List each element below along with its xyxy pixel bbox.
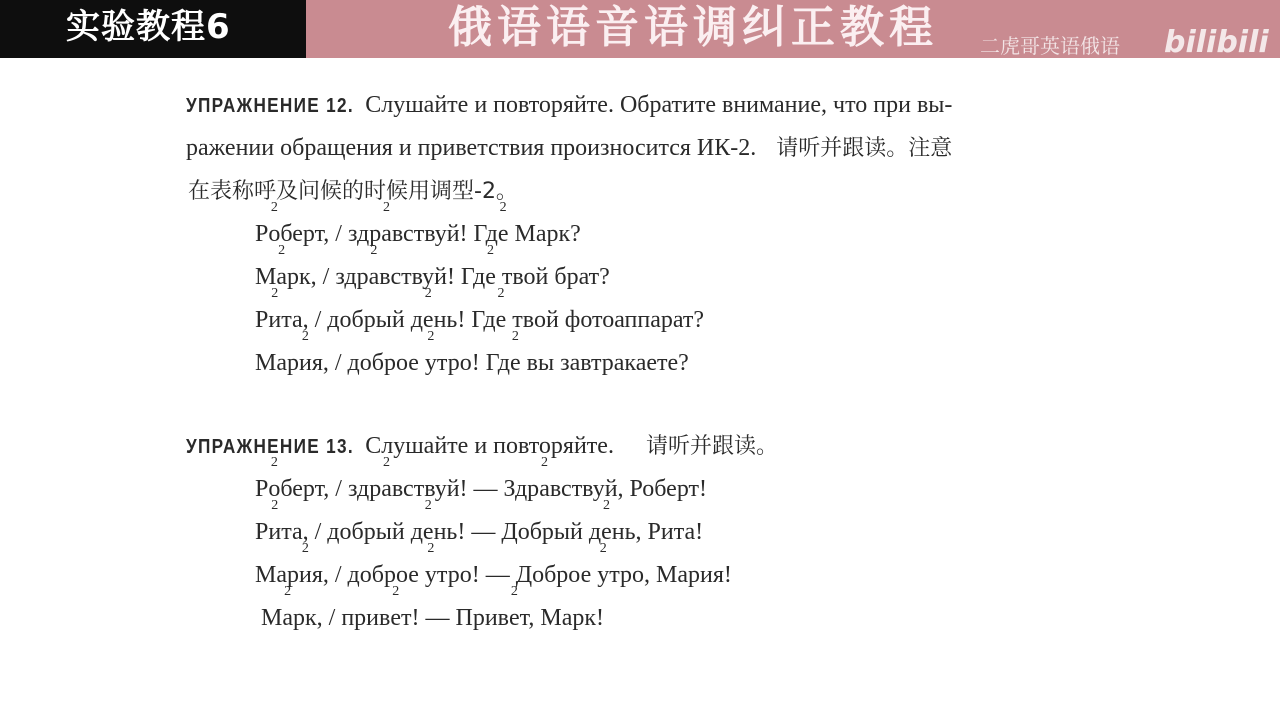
text-segment: тро! — Доброе (436, 562, 598, 588)
text-segment: рк, / здр (287, 264, 369, 290)
exercise-13 (186, 425, 1116, 640)
section-gap (186, 385, 1116, 425)
bilibili-logo: bilibili (1164, 25, 1269, 60)
text-segment: Р (255, 221, 269, 247)
stressed-vowel: 2 е (509, 597, 520, 640)
exercise-13-label: УПРАЖНЕНИЕ 13. (186, 436, 354, 458)
exercise-12-line-4 (255, 342, 1116, 385)
text-segment: вствуй! Гд (379, 264, 486, 290)
text-segment: нь! — Добрый д (433, 519, 602, 545)
stressed-vowel: 2 а (539, 468, 550, 511)
text-segment: та, / добрый д (281, 307, 423, 333)
text-segment: вствуй! Гд (391, 221, 498, 247)
stressed-vowel: 2 и (299, 342, 312, 385)
exercise-13-line-4 (255, 597, 1116, 640)
exercise-12-instruction-text: Слушайте и повторяйте. Обратите внимание, что при вы- (365, 92, 953, 118)
text-segment: берт, / здр (280, 476, 382, 502)
stressed-vowel: 2 е (423, 511, 434, 554)
exercise-12-instruction-line-3 (188, 170, 1116, 213)
channel-watermark: 二虎哥英语俄语 (980, 34, 1120, 58)
stressed-vowel: 2 и (268, 299, 281, 342)
text-segment: Р (255, 519, 269, 545)
stressed-vowel: 2 у (425, 554, 437, 597)
stressed-vowel: 2 а (282, 597, 293, 640)
stressed-vowel: 2 у (597, 554, 609, 597)
exercise-13-instruction (186, 425, 1116, 468)
text-segment: берт, / здр (280, 221, 382, 247)
exercise-13-line-1 (255, 468, 1116, 511)
text-segment: я, / доброе (311, 350, 425, 376)
text-segment: нь! Гд (433, 307, 496, 333)
lesson-label: 实验教程6 (66, 7, 231, 47)
text-segment: вствуй, Роберт! (549, 476, 707, 502)
exercise-12-instruction-line-1 (186, 84, 1116, 127)
text-segment: т! — Прив (401, 605, 510, 631)
stressed-vowel: 2 е (510, 342, 521, 385)
stressed-vowel: 2 е (390, 597, 401, 640)
text-segment: твой брат? (495, 264, 610, 290)
stressed-vowel: 2 а (276, 256, 287, 299)
text-segment: т, Марк! (519, 605, 604, 631)
stressed-vowel: 2 е (498, 213, 509, 256)
stressed-vowel: 2 а (381, 468, 392, 511)
text-segment: Р (255, 476, 269, 502)
exercise-12-line-2 (255, 256, 1116, 299)
textbook-page (186, 84, 1116, 640)
stressed-vowel: 2 е (485, 256, 496, 299)
header-banner (0, 0, 1280, 58)
text-segment: Мар (255, 562, 299, 588)
exercise-12-instruction-line-2 (186, 127, 1116, 170)
exercise-12-instruction-cn: 请听并跟读。注意 (776, 136, 953, 161)
text-segment: Марк? (508, 221, 581, 247)
exercise-12-label: УПРАЖНЕНИЕ 12. (186, 95, 354, 117)
stressed-vowel: 2 и (268, 511, 281, 554)
text-segment: вы завтракаете? (520, 350, 689, 376)
exercise-12-line-1 (255, 213, 1116, 256)
text-segment: Мар (255, 350, 299, 376)
stressed-vowel: 2 е (496, 299, 507, 342)
text-segment: твой фотоаппарат? (506, 307, 705, 333)
course-title: 俄语语音语调纠正教程 (448, 2, 938, 53)
stressed-vowel: 2 о (268, 213, 280, 256)
text-segment: рк, / прив (293, 605, 391, 631)
text-segment: тро! Гд (436, 350, 510, 376)
exercise-13-instruction-ru: Слушайте и повторяйте. (365, 433, 614, 459)
exercise-12-instruction-ru: ражении обращения и приветствия произносится ИК-2. (186, 135, 757, 161)
exercise-13-line-2 (255, 511, 1116, 554)
text-segment: М (255, 264, 277, 290)
exercise-12-lines (186, 213, 1116, 385)
exercise-12-line-3 (255, 299, 1116, 342)
stressed-vowel: 2 у (425, 342, 437, 385)
text-segment: тро, Мария! (609, 562, 732, 588)
text-segment: вствуй! — Здр (391, 476, 540, 502)
exercise-12 (186, 84, 1116, 385)
text-segment: Р (255, 307, 269, 333)
text-segment: я, / доброе (311, 562, 425, 588)
stressed-vowel: 2 е (601, 511, 612, 554)
exercise-12-instruction-cn-2: 在表称呼及问候的时候用调型-2。 (188, 179, 518, 204)
exercise-13-instruction-cn: 请听并跟读。 (645, 434, 778, 459)
stressed-vowel: 2 е (423, 299, 434, 342)
stressed-vowel: 2 а (381, 213, 392, 256)
exercise-13-line-3 (255, 554, 1116, 597)
stressed-vowel: 2 о (268, 468, 280, 511)
text-segment: та, / добрый д (281, 519, 423, 545)
text-segment: нь, Рита! (611, 519, 704, 545)
stressed-vowel: 2 а (369, 256, 380, 299)
text-segment: М (261, 605, 283, 631)
exercise-13-lines (186, 468, 1116, 640)
stressed-vowel: 2 и (299, 554, 312, 597)
